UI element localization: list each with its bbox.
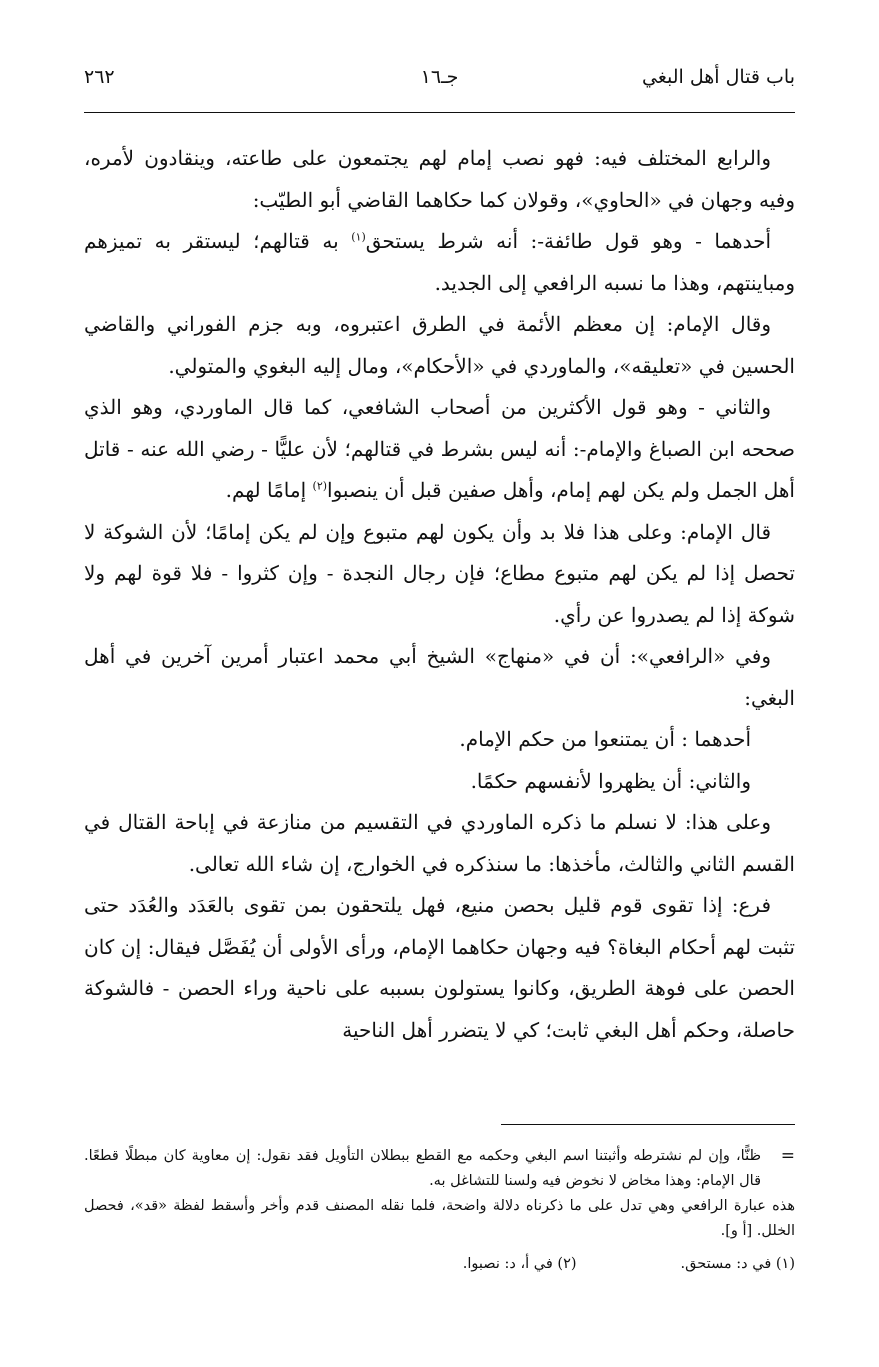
paragraph-text: أحدهما - وهو قول طائفة-: أنه شرط يستحق xyxy=(365,229,771,253)
paragraph: والرابع المختلف فيه: فهو نصب إمام لهم يجتمعون على طاعته، وينقادون لأمره، وفيه وجهان في «الحاوي»، وقولان كما حكاهما القاضي أبو الطيّب: xyxy=(84,146,795,212)
main-text xyxy=(84,138,795,1051)
volume-number: جـ١٦ xyxy=(420,66,459,88)
footnote-note: هذه عبارة الرافعي وهي تدل على ما ذكرناه دلالة واضحة، فلما نقله المصنف قدم وأخر وأسقط لفظة «قد»، فحصل الخلل. [أ و]. xyxy=(84,1198,795,1239)
footnote-ref: (١) xyxy=(351,230,366,244)
footnotes xyxy=(84,1144,795,1277)
footnote-text: ظنًّا، وإن لم نشترطه وأثبتنا اسم البغي وحكمه مع القطع ببطلان التأويل فقد نقول: إن معاوية كان مبطلًا قطعًا. قال الإمام: وهذا مخاض لا نخوض فيه ولسنا للتشاغل به. xyxy=(84,1148,761,1189)
footnote-1: (١) في د: مستحق. xyxy=(680,1256,795,1272)
paragraph: وعلى هذا: لا نسلم ما ذكره الماوردي في التقسيم من منازعة في إباحة القتال في القسم الثاني والثالث، مأخذها: ما سنذكره في الخوارج، إن شاء الله تعالى. xyxy=(84,810,795,876)
paragraph xyxy=(84,221,795,304)
paragraph-text: إمامًا لهم. xyxy=(225,478,313,502)
footnote-list xyxy=(84,1252,795,1277)
footnote-continuation xyxy=(84,1144,795,1194)
footnote-ref: (٢) xyxy=(312,479,328,493)
continuation-mark: = xyxy=(780,1146,795,1166)
page-number: ٢٦٢ xyxy=(84,66,115,88)
paragraph-text: والثاني - وهو قول الأكثرين من أصحاب الشافعي، كما قال الماوردي، وهو الذي صححه ابن الصباغ والإمام-: أنه ليس بشرط في قتالهم؛ لأن عليًّا - رضي الله عنه - قاتل أهل الجمل ولم يكن لهم إمام، وأهل صفين قبل أن ينصبوا xyxy=(84,395,795,502)
paragraph: قال الإمام: وعلى هذا فلا بد وأن يكون لهم متبوع وإن لم يكن إمامًا؛ لأن الشوكة لا تحصل إذا لم يكن لهم متبوع مطاع؛ فإن رجال النجدة - وإن كثروا - فلا قوة لهم ولا شوكة إذا لم يصدروا عن رأي. xyxy=(84,519,795,627)
footnote-rule xyxy=(501,1124,795,1125)
running-header xyxy=(84,66,795,102)
paragraph-text: به قتالهم؛ ليستقر به تميزهم ومباينتهم، وهذا ما نسبه الرافعي إلى الجديد. xyxy=(84,229,795,295)
paragraph: وقال الإمام: إن معظم الأئمة في الطرق اعتبروه، وبه جزم الفوراني والقاضي الحسين في «تعليقه»، والماوردي في «الأحكام»، ومال إليه البغوي والمتولي. xyxy=(84,312,795,378)
paragraph: وفي «الرافعي»: أن في «منهاج» الشيخ أبي محمد اعتبار أمرين آخرين في أهل البغي: xyxy=(84,644,795,710)
paragraph: أحدهما : أن يمتنعوا من حكم الإمام. xyxy=(459,727,751,751)
header-rule xyxy=(84,112,795,113)
footnote-2: (٢) في أ، د: نصبوا. xyxy=(462,1256,577,1272)
paragraph: فرع: إذا تقوى قوم قليل بحصن منيع، فهل يلتحقون بمن تقوى بالعَدَد والعُدَد حتى تثبت لهم أحكام البغاة؟ فيه وجهان حكاهما الإمام، ورأى الأولى أن يُفَصَّل فيقال: إن كان الحصن على فوهة الطريق، وكانوا يستولون بسببه على ناحية وراء الحصن - فالشوكة حاصلة، وحكم أهل البغي ثابت؛ كي لا يتضرر أهل الناحية xyxy=(84,893,795,1042)
paragraph: والثاني: أن يظهروا لأنفسهم حكمًا. xyxy=(470,768,751,793)
chapter-title: باب قتال أهل البغي xyxy=(642,66,795,88)
paragraph xyxy=(84,387,795,512)
